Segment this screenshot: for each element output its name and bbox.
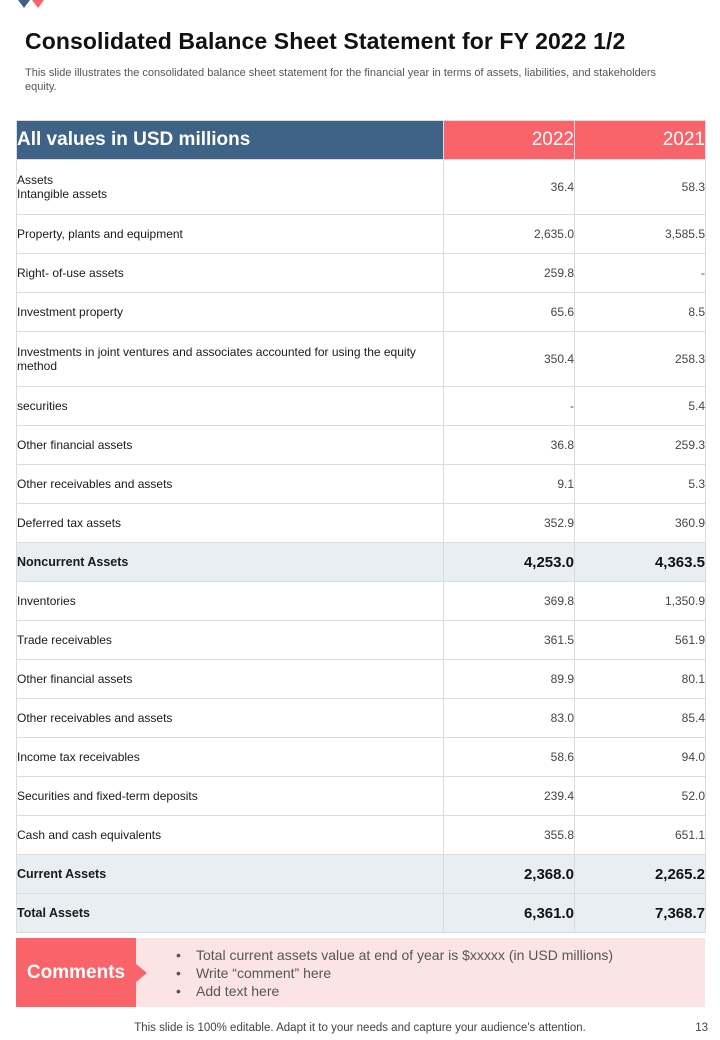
row-label: securities (17, 387, 444, 426)
table-row (17, 332, 706, 387)
table-row (17, 426, 706, 465)
row-label: Other financial assets (17, 660, 444, 699)
row-label: Noncurrent Assets (17, 543, 444, 582)
table-row (17, 582, 706, 621)
value-2022: 350.4 (444, 332, 575, 387)
comment-item: • Total current assets value at end of year is $xxxxx (in USD millions) (176, 946, 613, 964)
value-2021: 80.1 (575, 660, 706, 699)
value-2022: 6,361.0 (444, 894, 575, 933)
table-row (17, 699, 706, 738)
value-2021: 5.4 (575, 387, 706, 426)
table-row (17, 215, 706, 254)
page-subtitle: This slide illustrates the consolidated balance sheet statement for the financial year in terms of assets, liabilities, and stakeholders equity. (25, 67, 656, 93)
value-2021: 561.9 (575, 621, 706, 660)
value-2021: 259.3 (575, 426, 706, 465)
value-2021: 2,265.2 (575, 855, 706, 894)
value-2021: 360.9 (575, 504, 706, 543)
value-2022: 9.1 (444, 465, 575, 504)
table-row (17, 777, 706, 816)
table-row (17, 621, 706, 660)
value-2021: 94.0 (575, 738, 706, 777)
header-year-2021: 2021 (575, 121, 706, 160)
table-row (17, 504, 706, 543)
row-label: Current Assets (17, 855, 444, 894)
value-2022: 83.0 (444, 699, 575, 738)
comment-item: • Add text here (176, 982, 613, 1000)
value-2021: 52.0 (575, 777, 706, 816)
page-title: Consolidated Balance Sheet Statement for FY 2022 1/2 (25, 28, 626, 54)
value-2021: 4,363.5 (575, 543, 706, 582)
table-row (17, 160, 706, 215)
value-2021: 3,585.5 (575, 215, 706, 254)
value-2022: - (444, 387, 575, 426)
value-2022: 4,253.0 (444, 543, 575, 582)
comments-title: Comments (16, 938, 136, 1007)
value-2022: 352.9 (444, 504, 575, 543)
value-2021: 7,368.7 (575, 894, 706, 933)
row-label: Right- of-use assets (17, 254, 444, 293)
value-2022: 36.8 (444, 426, 575, 465)
row-label: Assets Intangible assets (17, 160, 444, 215)
comments-arrow-icon (136, 964, 147, 982)
value-2022: 259.8 (444, 254, 575, 293)
table-header-row (17, 121, 706, 160)
comments-list (176, 946, 613, 1000)
page-number: 13 (695, 1022, 708, 1034)
table-row (17, 465, 706, 504)
value-2022: 2,635.0 (444, 215, 575, 254)
comment-item: • Write “comment” here (176, 964, 613, 982)
row-label: Cash and cash equivalents (17, 816, 444, 855)
value-2021: - (575, 254, 706, 293)
table-row (17, 293, 706, 332)
row-label: Other receivables and assets (17, 699, 444, 738)
row-label: Total Assets (17, 894, 444, 933)
value-2022: 65.6 (444, 293, 575, 332)
value-2022: 36.4 (444, 160, 575, 215)
table-row (17, 855, 706, 894)
row-label: Investment property (17, 293, 444, 332)
row-label: Trade receivables (17, 621, 444, 660)
table-row (17, 816, 706, 855)
row-label: Income tax receivables (17, 738, 444, 777)
table-row (17, 387, 706, 426)
value-2021: 5.3 (575, 465, 706, 504)
row-label: Inventories (17, 582, 444, 621)
value-2021: 651.1 (575, 816, 706, 855)
table-row (17, 660, 706, 699)
row-label: Property, plants and equipment (17, 215, 444, 254)
value-2022: 2,368.0 (444, 855, 575, 894)
value-2021: 8.5 (575, 293, 706, 332)
header-label: All values in USD millions (17, 121, 444, 160)
value-2021: 1,350.9 (575, 582, 706, 621)
row-label: Other financial assets (17, 426, 444, 465)
row-label: Other receivables and assets (17, 465, 444, 504)
table-row (17, 254, 706, 293)
value-2021: 58.3 (575, 160, 706, 215)
table-row (17, 894, 706, 933)
brand-logo-icon (18, 0, 46, 10)
value-2022: 355.8 (444, 816, 575, 855)
row-label: Deferred tax assets (17, 504, 444, 543)
footer-note: This slide is 100% editable. Adapt it to your needs and capture your audience's attention. (134, 1022, 586, 1034)
value-2021: 85.4 (575, 699, 706, 738)
value-2022: 89.9 (444, 660, 575, 699)
value-2022: 58.6 (444, 738, 575, 777)
value-2022: 369.8 (444, 582, 575, 621)
value-2021: 258.3 (575, 332, 706, 387)
table-row (17, 543, 706, 582)
row-label: Investments in joint ventures and associates accounted for using the equity method (17, 332, 444, 387)
row-label: Securities and fixed-term deposits (17, 777, 444, 816)
value-2022: 361.5 (444, 621, 575, 660)
value-2022: 239.4 (444, 777, 575, 816)
balance-sheet-table (16, 120, 706, 933)
header-year-2022: 2022 (444, 121, 575, 160)
table-row (17, 738, 706, 777)
comments-box (16, 938, 705, 1007)
